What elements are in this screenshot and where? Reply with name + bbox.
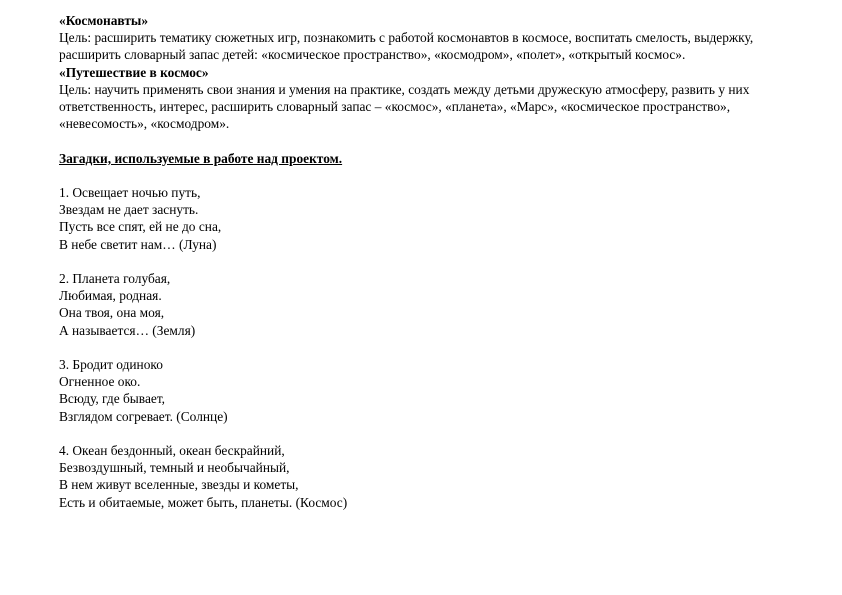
- riddle-line: А называется… (Земля): [59, 322, 196, 338]
- riddle-4: [59, 442, 819, 511]
- riddle-line: В небе светит нам… (Луна): [59, 236, 217, 252]
- riddle-line: Звездам не дает заснуть.: [59, 202, 199, 218]
- riddle-3: [59, 356, 819, 425]
- riddle-line: Есть и обитаемые, может быть, планеты. (Космос): [59, 494, 348, 510]
- spacer: [59, 132, 819, 149]
- spacer: [59, 339, 819, 356]
- spacer: [59, 425, 819, 442]
- section1-goal-line: расширить словарный запас детей: «космическое пространство», «космодром», «полет», «открытый космос».: [59, 47, 686, 63]
- riddle-line: 2. Планета голубая,: [59, 271, 171, 286]
- riddle-line: В нем живут вселенные, звезды и кометы,: [59, 477, 299, 493]
- riddle-line: Всюду, где бывает,: [59, 391, 166, 407]
- riddle-line: 3. Бродит одиноко: [59, 357, 163, 372]
- section2-title: «Путешествие в космос»: [59, 64, 209, 80]
- section1-title: «Космонавты»: [59, 13, 149, 28]
- section2-goal-line: ответственность, интерес, расширить словарный запас – «космос», «планета», «Марс», «космическое пространство»,: [59, 99, 731, 115]
- riddle-1: [59, 184, 819, 253]
- riddle-line: Огненное око.: [59, 374, 141, 390]
- riddle-line: Взглядом согревает. (Солнце): [59, 408, 228, 424]
- spacer: [59, 167, 819, 184]
- riddle-line: 4. Океан бездонный, океан бескрайний,: [59, 443, 285, 458]
- riddle-line: Она твоя, она моя,: [59, 305, 165, 321]
- riddle-line: Пусть все спят, ей не до сна,: [59, 219, 222, 235]
- riddle-line: Любимая, родная.: [59, 288, 162, 304]
- section2-goal-line: Цель: научить применять свои знания и умения на практике, создать между детьми дружескую атмосферу, развить у них: [59, 81, 750, 97]
- riddle-line: 1. Освещает ночью путь,: [59, 185, 201, 200]
- riddles-heading: Загадки, используемые в работе над проектом.: [59, 150, 343, 166]
- section1-goal-line: Цель: расширить тематику сюжетных игр, познакомить с работой космонавтов в космосе, воспитать смелость, выдержку,: [59, 30, 754, 46]
- document-page: [59, 12, 819, 511]
- spacer: [59, 253, 819, 270]
- riddle-line: Безвоздушный, темный и необычайный,: [59, 460, 290, 476]
- riddle-2: [59, 270, 819, 339]
- section2-goal-line: «невесомость», «космодром».: [59, 116, 230, 132]
